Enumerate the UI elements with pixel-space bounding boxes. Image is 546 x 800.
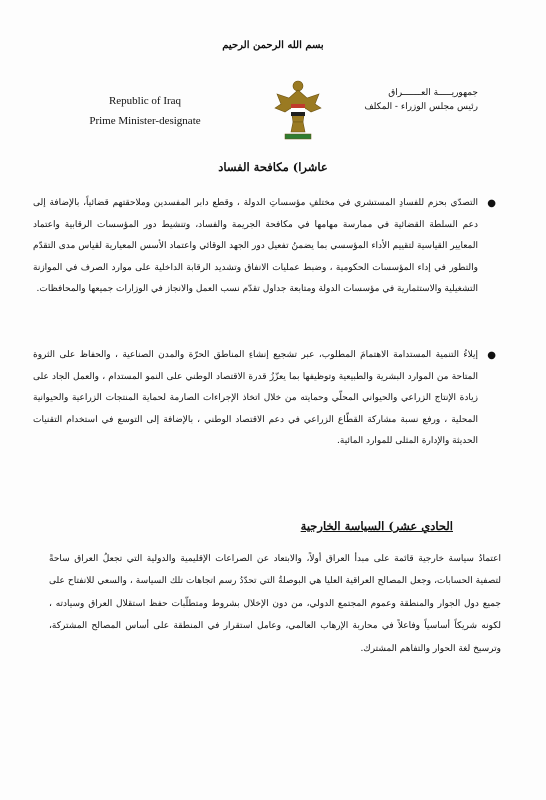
country-name-en: Republic of Iraq bbox=[108, 95, 182, 107]
bullet-sustainable-development bbox=[33, 345, 496, 453]
header-right-arabic bbox=[328, 86, 478, 114]
bullet-text: إيلاءُ التنمية المستدامة الاهتمامَ المطلوب، عبر تشجيع إنشاءِ المناطق الحرّة والمدن الصناعية ، والحفاظ على الثروة المتاحة من الموارد البشرية والطبيعية وتوظيفها بما يعزّزُ قدرة الاقتصاد الوطني على النمو المستدام ، والعمل الجاد على زيادة الإنتاج الزراعي والحيواني المحلّي وحمايته من خلال اتخاذ الإجراءات الصارمة لحماية المنتجات الزراعية والحيوانية المحلية ، ورفع نسبة مشاركة القطّاع الزراعي في دعم الاقتصاد الوطني ، بالإضافة إلى التوسع في استخدام التقنيات الحديثة والإدارة المثلى للموارد المائية. bbox=[33, 350, 478, 447]
section-title-anti-corruption: عاشرا) مكافحة الفساد bbox=[218, 160, 328, 174]
bullet-text: التصدّي بحزم للفسادِ المستشري في مختلفِ مؤسساتِ الدولة ، وقطع دابر المفسدين وملاحقتهم قضائياً، بالإضافة إلى دعم السلطة القضائية في ممارسة مهامها في مكافحة الجريمة والفساد، وتنشيط دور المؤسسات الرقابية واعتماد المعايير القياسية لتقييم الأداء المؤسسي بما يضمنُ تفعيل دور الجهد الوقائي واعتماد الأسس المعيارية لقياس مدى التقدّم والتطور في إداء المؤسسات الحكومية ، وضبط عمليات الانفاق وتشديد الرقابة الداخلية على موارد الصرف في الموازنة التشغيلية والاستثمارية في مؤسسات الدولة ومتابعة جداول تقدّم نسب العمل والانجاز في الوزارات جميعها والمحافظات. bbox=[33, 198, 478, 295]
bullet-dot-icon: ● bbox=[487, 350, 496, 361]
bullet-anti-corruption bbox=[33, 193, 496, 301]
office-name-ar: رئيس مجلس الوزراء - المكلف bbox=[364, 102, 478, 112]
iraq-coat-of-arms-eagle-icon bbox=[271, 78, 325, 142]
foreign-policy-paragraph bbox=[49, 548, 501, 660]
country-name-ar: جمهوريـــــة العـــــــراق bbox=[388, 88, 478, 98]
header-left-english bbox=[70, 91, 220, 131]
basmala: بسم الله الرحمن الرحيم bbox=[222, 40, 324, 51]
bullet-dot-icon: ● bbox=[487, 198, 496, 209]
section-title-foreign-policy: الحادي عشر) السياسة الخارجية bbox=[300, 519, 453, 533]
paragraph-text: اعتمادُ سياسة خارجية قائمة على مبدأ العراق أولاً، والابتعاد عن الصراعات الإقليمية والدولية التي تجعلُ العراق ساحةً لتصفية الحسابات، وجعل المصالح العراقية العليا هي البوصلةُ التي تحدّدُ رسم اتجاهات تلك السياسة ، والسعي للانفتاح على جميع دول الجوار والمنطقة وعموم المجتمع الدولي، من دون الإخلال بشروط ومتطلّبات حفظ استقلال العراق وسيادته ، لكونه شريكاً أساسياً وفاعلاً في محاربة الإرهاب العالمي، وعامل استقرار في المنطقة على أساس المصالح المشتركة، وترسيخ لغة الحوار والتفاهم المشترك. bbox=[49, 554, 501, 654]
office-name-en: Prime Minister-designate bbox=[89, 115, 201, 127]
